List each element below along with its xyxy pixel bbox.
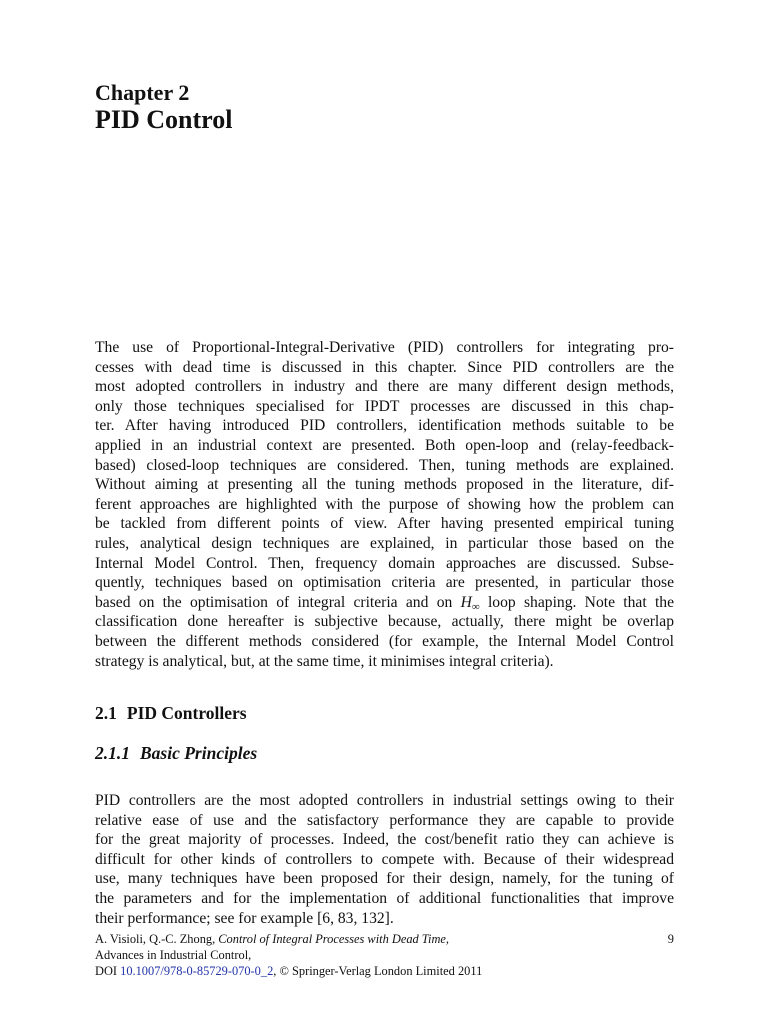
abstract-line: rules, analytical design techniques are explained, in particular those based on the <box>95 534 674 552</box>
body-line: relative ease of use and the satisfactory performance they are capable to provide <box>95 811 674 829</box>
chapter-title: PID Control <box>95 105 233 134</box>
body-line: PID controllers are the most adopted controllers in industrial settings owing to their <box>95 792 674 809</box>
abstract-line: ferent approaches are highlighted with the purpose of showing how the problem can <box>95 495 674 513</box>
footer-copyright: , © Springer-Verlag London Limited 2011 <box>273 963 483 978</box>
footer-series: Advances in Industrial Control, <box>95 947 252 962</box>
abstract-line: Without aiming at presenting all the tuning methods proposed in the literature, dif- <box>95 476 674 494</box>
chapter-label: Chapter 2 <box>95 80 190 105</box>
abstract-line: most adopted controllers in industry and there are many different design methods, <box>95 378 674 396</box>
abstract-line: quently, techniques based on optimisation criteria are presented, in particular those <box>95 574 674 592</box>
abstract-text: based on the optimisation of integral criteria and on <box>95 593 461 611</box>
subsection-number: 2.1.1 <box>95 743 130 763</box>
body-line: the parameters and for the implementation of additional functionalities that improve <box>95 889 674 907</box>
subsection-heading <box>95 742 257 764</box>
abstract-line: only those techniques specialised for IPDT processes are discussed in this chap- <box>95 397 674 415</box>
h-infinity-symbol <box>461 594 480 611</box>
abstract-line: strategy is analytical, but, at the same time, it minimises integral criteria). <box>95 652 554 670</box>
abstract-line: be tackled from different points of view. After having presented empirical tuning <box>95 515 674 533</box>
footer-book-title: Control of Integral Processes with Dead Time <box>218 932 446 946</box>
abstract-line: Internal Model Control. Then, frequency domain approaches are discussed. Subse- <box>95 554 674 572</box>
abstract-line: ter. After having introduced PID controllers, identification methods suitable to be <box>95 417 674 435</box>
abstract-line: based) closed-loop techniques are considered. Then, tuning methods are explained. <box>95 456 674 474</box>
footer-line-doi <box>95 964 674 980</box>
page-number: 9 <box>667 932 674 946</box>
body-line: difficult for other kinds of controllers to compete with. Because of their widespread <box>95 850 674 868</box>
abstract-line: The use of Proportional-Integral-Derivative (PID) controllers for integrating pro- <box>95 339 674 356</box>
abstract-line: cesses with dead time is discussed in this chapter. Since PID controllers are the <box>95 358 674 376</box>
body-line: use, many techniques have been proposed for their design, namely, for the tuning of <box>95 870 674 888</box>
citation-footer <box>95 932 674 979</box>
abstract-line-with-math <box>95 593 674 613</box>
abstract-line: between the different methods considered (for example, the Internal Model Control <box>95 632 674 650</box>
h-infinity-base: H <box>460 593 472 611</box>
abstract-line: applied in an industrial context are presented. Both open-loop and (relay-feedback- <box>95 436 674 454</box>
section-number: 2.1 <box>95 703 117 723</box>
abstract-text: loop shaping. Note that the <box>479 593 674 611</box>
footer-authors: A. Visioli, Q.-C. Zhong, <box>95 932 219 946</box>
footer-doi-prefix: DOI <box>95 963 121 978</box>
abstract-line: classification done hereafter is subjective because, actually, there might be overlap <box>95 613 674 631</box>
footer-punct: , <box>445 932 450 946</box>
section-heading <box>95 702 247 724</box>
chapter-abstract <box>95 338 674 671</box>
body-line: for the great majority of processes. Indeed, the cost/benefit ratio they can achieve is <box>95 831 674 849</box>
section-title: PID Controllers <box>126 703 247 723</box>
doi-link[interactable]: 10.1007/978-0-85729-070-0_2 <box>120 963 274 978</box>
subsection-title: Basic Principles <box>140 743 258 763</box>
footer-line-authors <box>95 932 674 948</box>
body-line: their performance; see for example [6, 83, 132]. <box>95 909 394 927</box>
h-infinity-subscript: ∞ <box>471 600 480 613</box>
body-paragraph <box>95 791 674 928</box>
